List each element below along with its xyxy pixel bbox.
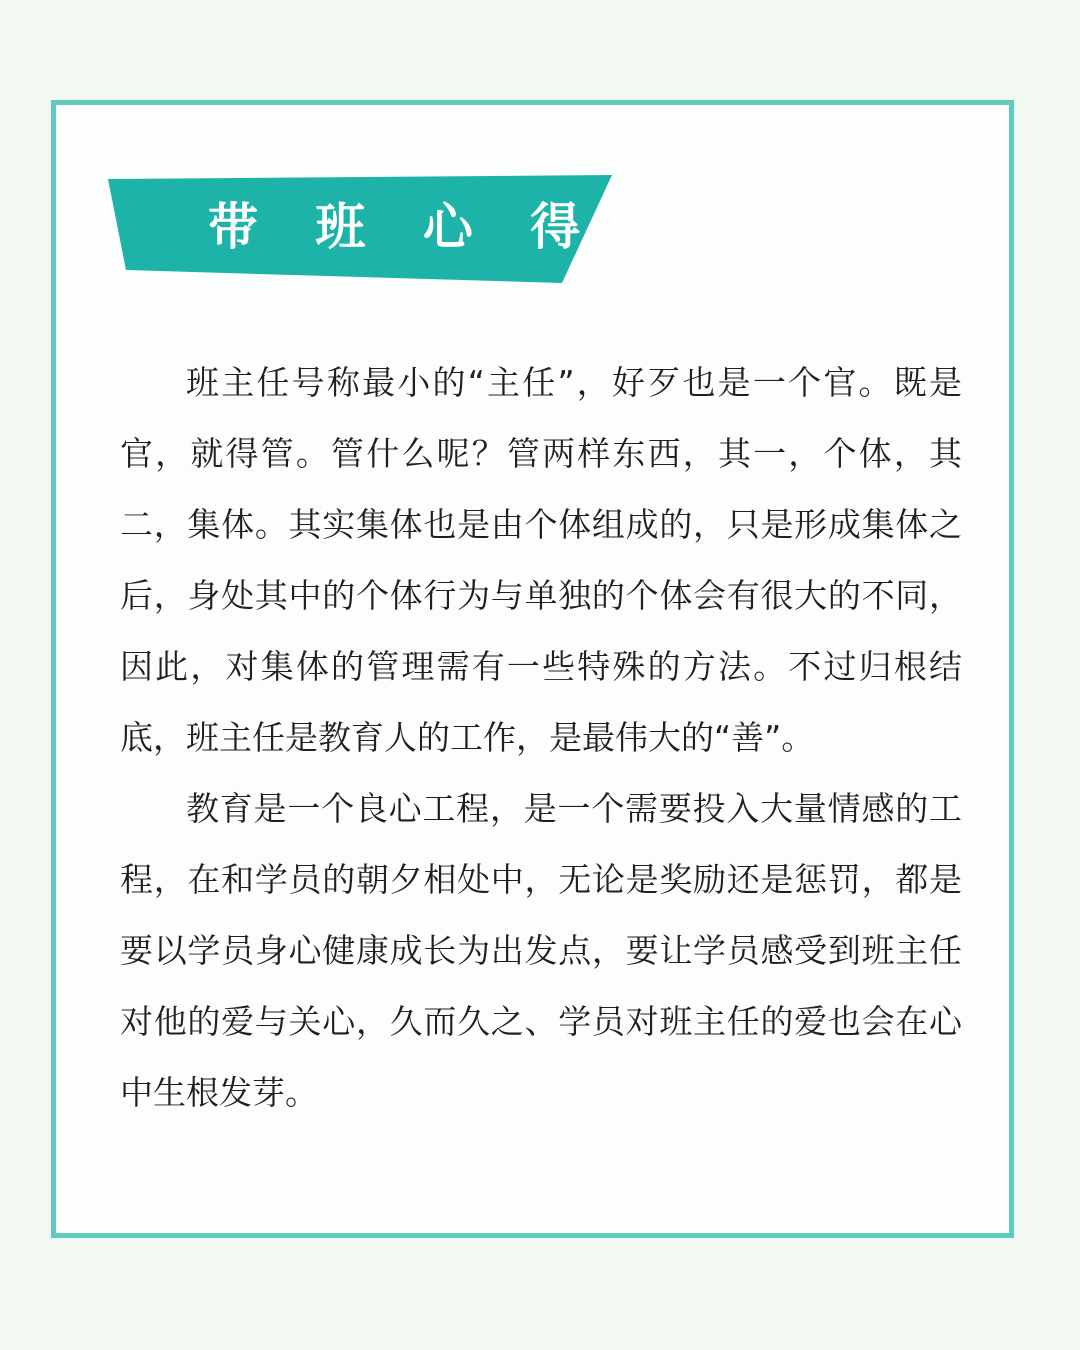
paragraph: 教育是一个良心工程，是一个需要投入大量情感的工程，在和学员的朝夕相处中，无论是奖励还是惩罚，都是要以学员身心健康成长为出发点，要让学员感受到班主任对他的爱与关心，久而久之、学员对班主任的爱也会在心中生根发芽。 <box>120 789 962 1112</box>
article-body <box>120 347 962 1128</box>
title-banner <box>108 175 612 285</box>
content-card <box>51 100 1014 1238</box>
page-title: 带 班 心 得 <box>208 198 601 256</box>
paragraph: 班主任号称最小的“主任”，好歹也是一个官。既是官，就得管。管什么呢？管两样东西，其一，个体，其二，集体。其实集体也是由个体组成的，只是形成集体之后，身处其中的个体行为与单独的个体会有很大的不同，因此，对集体的管理需有一些特殊的方法。不过归根结底，班主任是教育人的工作，是最伟大的“善”。 <box>120 363 962 757</box>
